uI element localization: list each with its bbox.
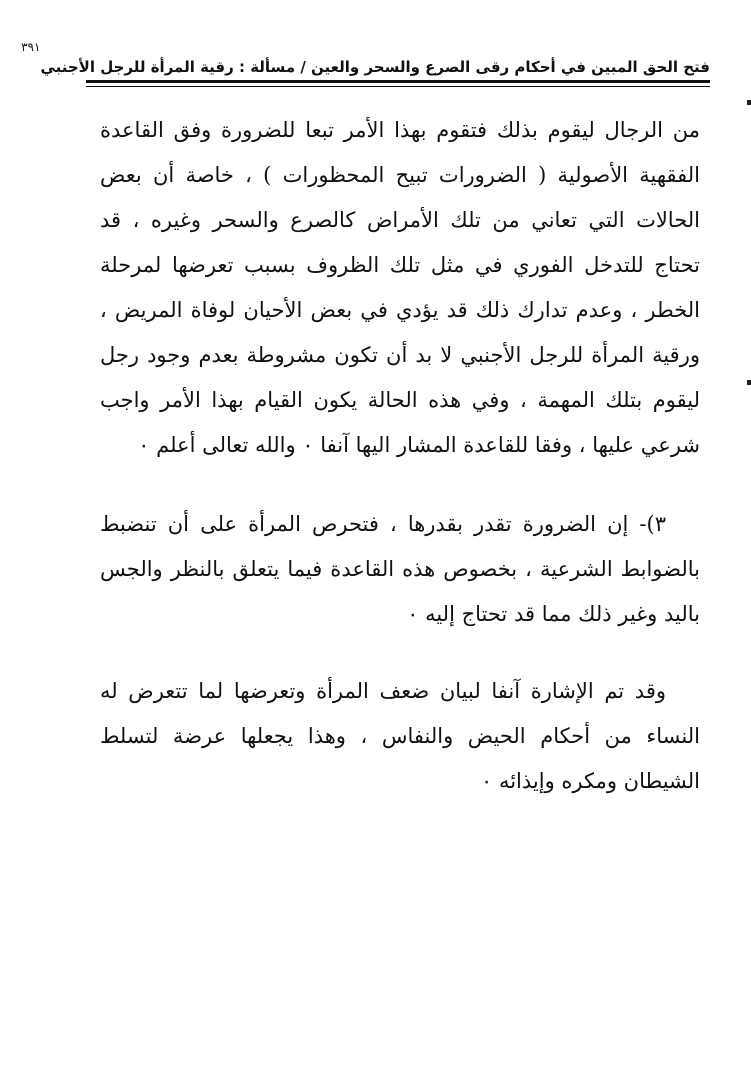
scan-mark xyxy=(747,100,751,105)
header-rule-thin xyxy=(86,86,710,87)
body-text xyxy=(100,108,700,804)
paragraph-2: ٣)- إن الضرورة تقدر بقدرها ، فتحرص المرأة على أن تنضبط بالضوابط الشرعية ، بخصوص هذه القاعدة فيما يتعلق بالنظر والجس باليد وغير ذلك مما قد تحتاج إليه ٠ xyxy=(100,512,700,626)
running-header xyxy=(21,38,710,78)
page-number: ٣٩١ xyxy=(21,40,41,54)
scan-mark xyxy=(747,380,751,385)
paragraph-3: وقد تم الإشارة آنفا لبيان ضعف المرأة وتعرضها لما تتعرض له النساء من أحكام الحيض والنفاس ، وهذا يجعلها عرضة لتسلط الشيطان ومكره وإيذائه ٠ xyxy=(100,679,700,793)
header-rule-thick xyxy=(86,80,710,83)
header-title: فتح الحق المبين في أحكام رقى الصرع والسحر والعين / مسألة : رقية المرأة للرجل الأجنبي xyxy=(40,58,710,76)
paragraph-1: من الرجال ليقوم بذلك فتقوم بهذا الأمر تبعا للضرورة وفق القاعدة الفقهية الأصولية ( الضرورات تبيح المحظورات ) ، خاصة أن بعض الحالات التي تعاني من تلك الأمراض كالصرع والسحر وغيره ، قد تحتاج للتدخل الفوري في مثل تلك الظروف بسبب تعرضها لمرحلة الخطر ، وعدم تدارك ذلك قد يؤدي في بعض الأحيان لوفاة المريض ، ورقية المرأة للرجل الأجنبي لا بد أن تكون مشروطة بعدم وجود رجل ليقوم بتلك المهمة ، وفي هذه الحالة يكون القيام بهذا الأمر واجب شرعي عليها ، وفقا للقاعدة المشار اليها آنفا ٠ والله تعالى أعلم ٠ xyxy=(100,118,700,457)
